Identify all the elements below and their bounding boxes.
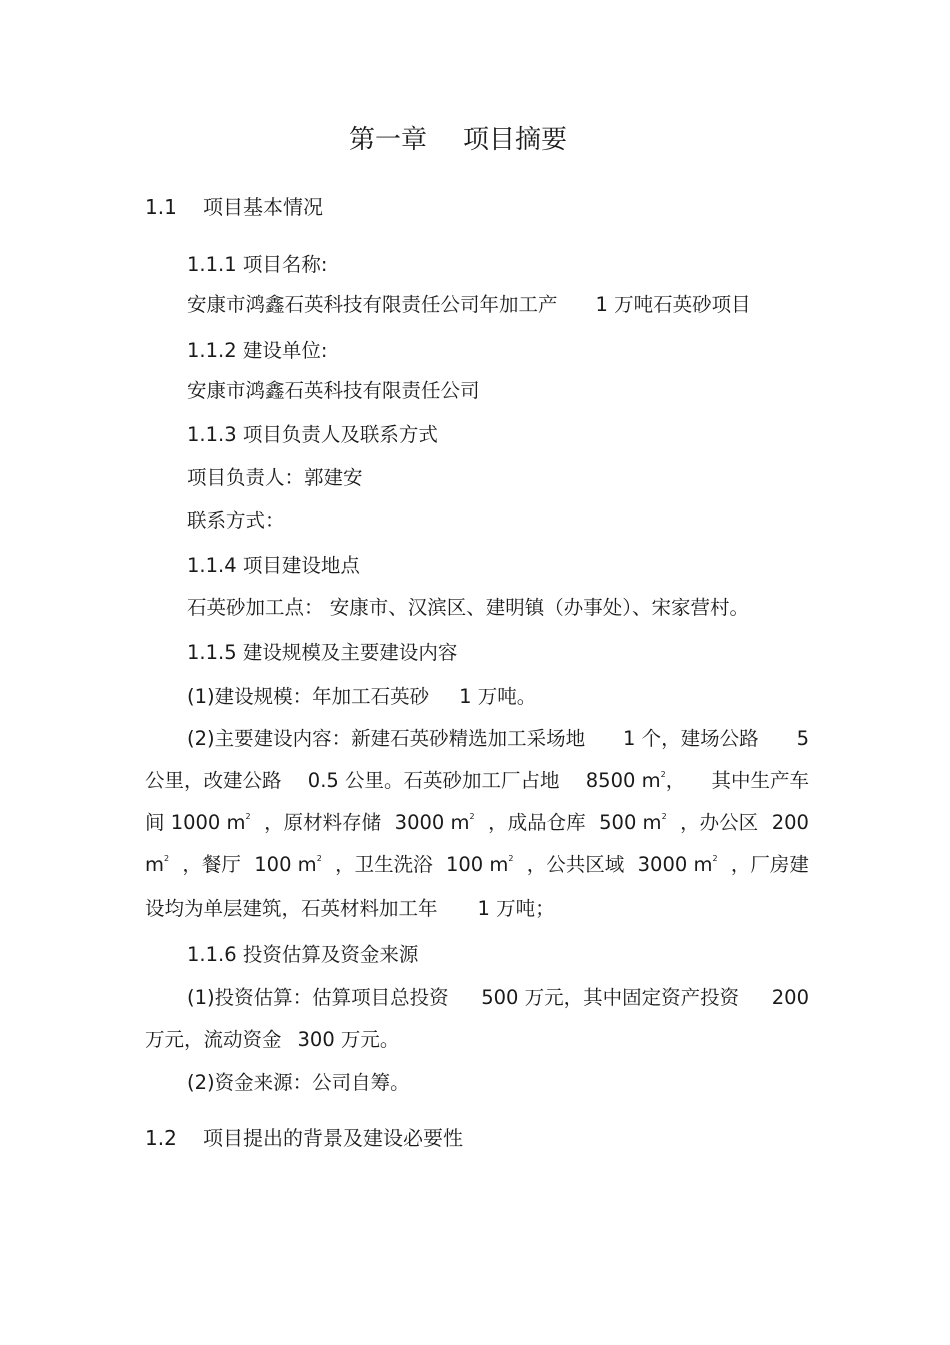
investment-line-2: 万元，流动资金 300 万元。 <box>145 1028 400 1051</box>
construction-location: 石英砂加工点： 安康市、汉滨区、建明镇（办事处）、宋家营村。 <box>187 596 749 619</box>
item-1-1-2-heading: 1.1.2 建设单位: <box>187 339 328 362</box>
construction-scale: (1)建设规模：年加工石英砂 1 万吨。 <box>187 685 537 708</box>
content-line-1: (2)主要建设内容：新建石英砂精选加工采场地 1 个，建场公路 5 <box>187 727 809 750</box>
item-1-1-3-heading: 1.1.3 项目负责人及联系方式 <box>187 423 438 446</box>
investment-line-1: (1)投资估算：估算项目总投资 500 万元，其中固定资产投资 200 <box>187 986 809 1009</box>
project-name: 安康市鸿鑫石英科技有限责任公司年加工产 1 万吨石英砂项目 <box>187 293 751 316</box>
content-line-4: $m^2$ ，餐厅 100 $m^2$ ，卫生洗浴 100 $m^2$ ，公共区域 3000 $m^2$ ，厂房建 <box>145 853 809 876</box>
item-1-1-5-heading: 1.1.5 建设规模及主要建设内容 <box>187 641 458 664</box>
item-1-1-6-heading: 1.1.6 投资估算及资金来源 <box>187 943 419 966</box>
chapter-title <box>0 118 916 162</box>
chapter-number: 第一章 <box>348 125 427 155</box>
section-1-1-heading: 1.1 项目基本情况 <box>145 195 323 219</box>
chapter-name: 项目摘要 <box>463 125 568 155</box>
content-line-3: 间 1000 $m^2$ ，原材料存储 3000 $m^2$ ，成品仓库 500 $m^2$ ，办公区 200 <box>145 811 809 834</box>
funding-source: (2)资金来源：公司自筹。 <box>187 1071 410 1094</box>
section-1-2-heading: 1.2 项目提出的背景及建设必要性 <box>145 1126 463 1150</box>
project-manager: 项目负责人：郭建安 <box>187 466 363 489</box>
item-1-1-1-heading: 1.1.1 项目名称: <box>187 253 328 276</box>
contact-info: 联系方式： <box>187 509 285 532</box>
content-line-5: 设均为单层建筑，石英材料加工年 1 万吨； <box>145 897 555 920</box>
item-1-1-4-heading: 1.1.4 项目建设地点 <box>187 554 360 577</box>
construction-unit: 安康市鸿鑫石英科技有限责任公司 <box>187 379 480 402</box>
content-line-2: 公里，改建公路 0.5 公里。石英砂加工厂占地 8500 $m^2$， 其中生产车 <box>145 769 809 792</box>
